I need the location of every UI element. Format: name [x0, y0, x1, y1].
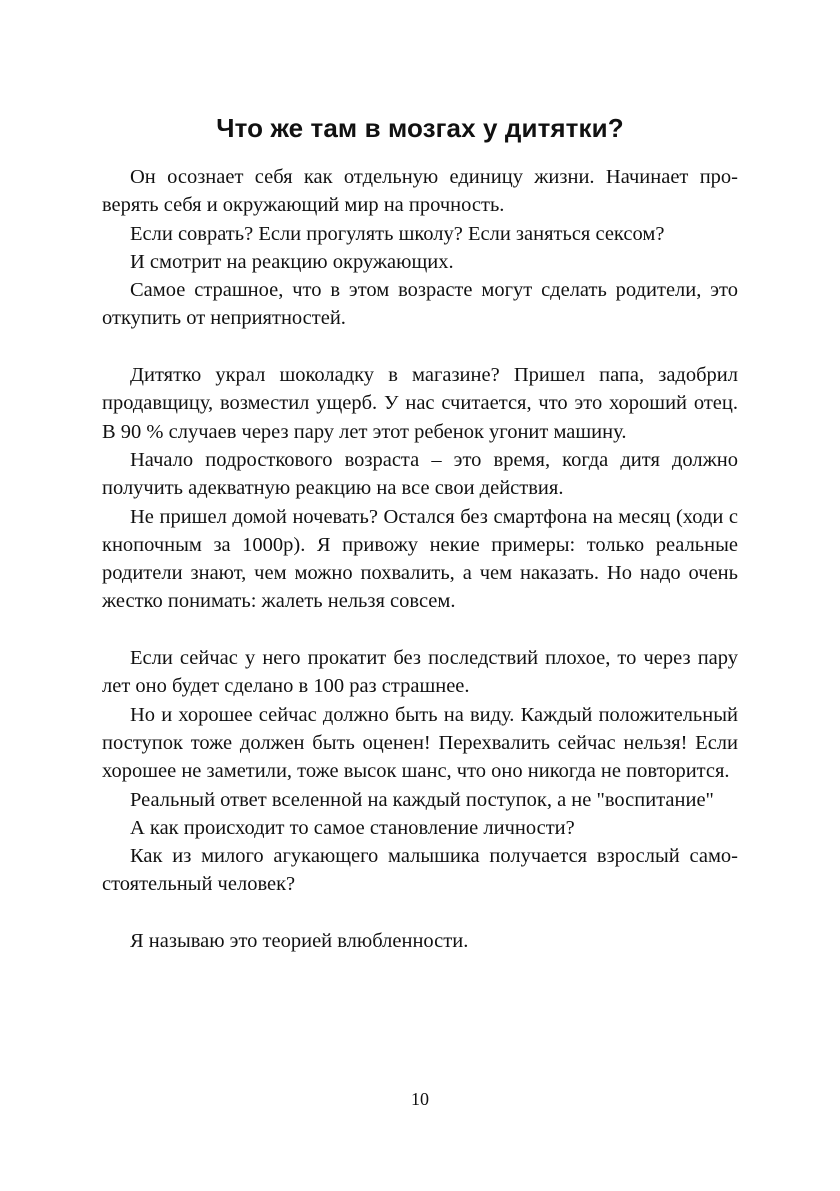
paragraph: Если сейчас у него прокатит без последствий плохое, то через пару лет оно будет сделано в 100 раз страшнее. [102, 647, 738, 698]
page-number: 10 [411, 1089, 429, 1109]
paragraph: Начало подросткового возраста – это время, когда дитя должно получить адекватную реакцию на все свои действия. [102, 448, 738, 500]
paragraph: Если соврать? Если прогулять школу? Если заняться сексом? [130, 222, 665, 245]
paragraph: Реальный ответ вселенной на каждый поступок, а не "воспитание" [130, 788, 714, 811]
paragraph: И смотрит на реакцию окружающих. [130, 250, 454, 273]
section-spacer [102, 333, 738, 361]
paragraph: Он осознает себя как отдельную единицу жизни. Начинает проверять себя и окружающий мир на прочность. [102, 166, 738, 217]
paragraph: Самое страшное, что в этом возрасте могут сделать родители, это откупить от неприятностей. [102, 279, 738, 330]
body-text [102, 163, 738, 955]
chapter-title: Что же там в мозгах у дитятки? [216, 113, 624, 143]
paragraph: Дитятко украл шоколадку в магазине? Пришел папа, задобрил продавщицу, возместил ущерб. У нас считается, что это хороший отец. В 90 % случаев через пару лет этот ребенок угонит машину. [102, 364, 738, 443]
paragraph: Я называю это теорией влюбленности. [130, 930, 469, 953]
paragraph: Но и хорошее сейчас должно быть на виду. Каждый положительный поступок тоже должен быть оценен! Перехвалить сейчас нельзя! Если хорошее не заметили, тоже высок шанс, что оно никогда не повторится. [102, 703, 738, 783]
paragraph: Как из милого агукающего малышика получается взрослый самостоятельный человек? [102, 845, 738, 896]
section-spacer [102, 899, 738, 927]
section-spacer [102, 616, 738, 644]
paragraph: Не пришел домой ночевать? Остался без смартфона на месяц (ходи с кнопочным за 1000р). Я привожу некие примеры: только реальные родители знают, чем можно похвалить, а чем наказать. Но надо очень жестко понимать: жалеть нельзя совсем. [102, 505, 738, 613]
paragraph: А как происходит то самое становление личности? [130, 816, 575, 839]
